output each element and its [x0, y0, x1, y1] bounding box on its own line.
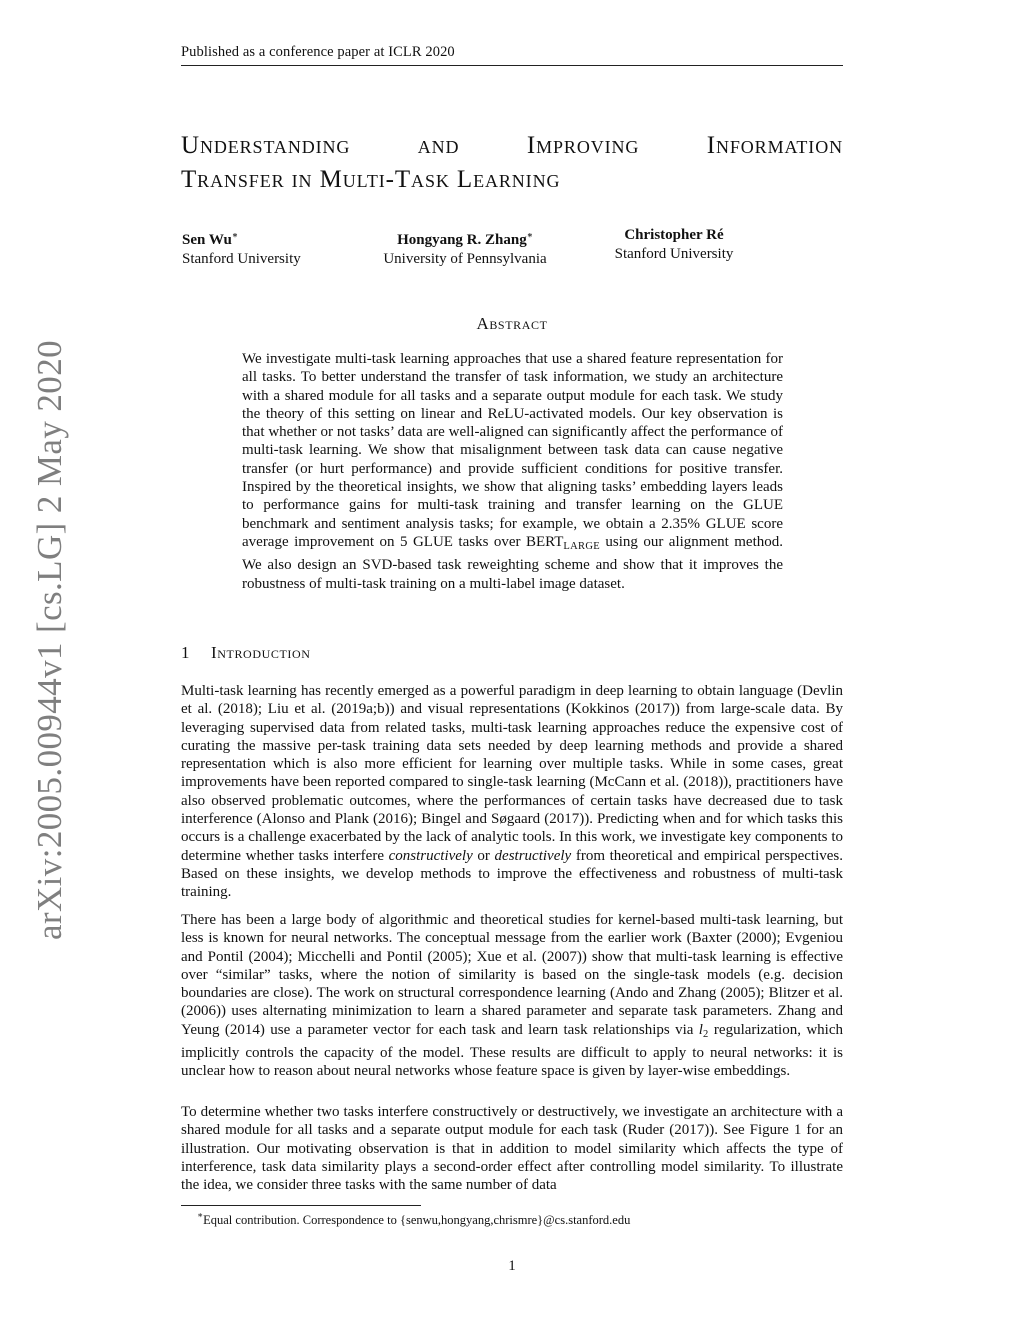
- paper-title-line-1: Understanding and Improving Information: [181, 132, 843, 159]
- footnote: ∗Equal contribution. Correspondence to {senwu,hongyang,chrismre}@cs.stanford.edu: [197, 1210, 631, 1227]
- author-name: Christopher Ré: [624, 227, 724, 243]
- author-name: Hongyang R. Zhang∗: [397, 230, 533, 248]
- abstract-heading: Abstract: [476, 314, 548, 333]
- arxiv-identifier-stamp[interactable]: arXiv:2005.00944v1 [cs.LG] 2 May 2020: [30, 340, 69, 940]
- paper-title-line-2: Transfer in Multi-Task Learning: [181, 166, 561, 193]
- author-affiliation: Stanford University: [614, 246, 734, 262]
- section-number: 1: [181, 643, 191, 662]
- page-number: 1: [508, 1258, 516, 1274]
- author-block: [600, 226, 748, 264]
- running-head: Published as a conference paper at ICLR 2020: [181, 44, 455, 60]
- intro-paragraph-3: To determine whether two tasks interfere constructively or destructively, we investigate an architecture with a shared module for all tasks and a separate output module for each task (Ruder (2017)). See Figure 1 for an illustration. Our motivating observation is that in addition to model similarity which affects the type of interference, task data similarity plays a second-order effect after controlling model similarity. To illustrate the idea, we consider three tasks with the same number of data: [181, 1104, 843, 1194]
- abstract-text: We investigate multi-task learning approaches that use a shared feature representation for all tasks. To better understand the transfer of task information, we study an architecture with a shared module for all tasks and a separate output module for each task. We study the theory of this setting on linear and ReLU-activated models. Our key observation is that whether or not tasks’ data are well-aligned can significantly affect the performance of multi-task learning. We show that misalignment between task data can cause negative transfer (or hurt performance) and provide sufficient conditions for positive transfer. Inspired by the theoretical insights, we show that aligning tasks’ embedding layers leads to performance gains for multi-task training and transfer learning on the GLUE benchmark and sentiment analysis tasks; for example, we obtain a 2.35% GLUE score average improvement on 5 GLUE tasks over $BERT_{LARGE}$ using our alignment method. We also design an SVD-based task reweighting scheme and show that it improves the robustness of multi-task training on a multi-label image dataset.: [242, 351, 783, 592]
- footnote-rule: [181, 1205, 421, 1206]
- header-rule: [181, 65, 843, 66]
- intro-paragraph-1: Multi-task learning has recently emerged as a powerful paradigm in deep learning to obtain language (Devlin et al. (2018); Liu et al. (2019a;b)) and visual representations (Kokkinos (2017)) from large-scale data. By leveraging supervised data from related tasks, multi-task learning approaches reduce the expensive cost of curating the massive per-task training data sets needed by deep learning methods and provide a shared representation which is also more efficient for learning over multiple tasks. While in some cases, great improvements have been reported compared to single-task learning (McCann et al. (2018)), practitioners have also observed problematic outcomes, where the performances of certain tasks have decreased due to task interference (Alonso and Plank (2016); Bingel and Søgaard (2017)). Predicting when and for which tasks this occurs is a challenge exacerbated by the lack of analytic tools. In this work, we investigate key components to determine whether tasks interfere constructively or destructively from theoretical and empirical perspectives. Based on these insights, we develop methods to improve the effectiveness and robustness of multi-task training.: [181, 683, 844, 901]
- author-block: [182, 226, 330, 269]
- author-affiliation: University of Pennsylvania: [383, 251, 547, 267]
- author-name: Sen Wu∗: [182, 230, 239, 248]
- author-affiliation: Stanford University: [182, 251, 301, 267]
- introduction-heading: 1 Introduction: [181, 643, 311, 662]
- author-block: [370, 226, 560, 269]
- intro-paragraph-2: There has been a large body of algorithmic and theoretical studies for kernel-based multi-task learning, but less is known for neural networks. The conceptual message from the earlier work (Baxter (2000); Evgeniou and Pontil (2004); Micchelli and Pontil (2005); Xue et al. (2007)) show that multi-task learning is effective over “similar” tasks, where the notion of similarity is based on the single-task models (e.g. decision boundaries are close). The work on structural correspondence learning (Ando and Zhang (2005); Blitzer et al. (2006)) uses alternating minimization to learn a shared parameter and separate task parameters. Zhang and Yeung (2014) use a parameter vector for each task and learn task relationships via $l_2$ regularization, which implicitly controls the capacity of the model. These results are difficult to apply to neural networks: it is unclear how to reason about neural networks whose feature space is given by layer-wise embeddings.: [181, 912, 843, 1080]
